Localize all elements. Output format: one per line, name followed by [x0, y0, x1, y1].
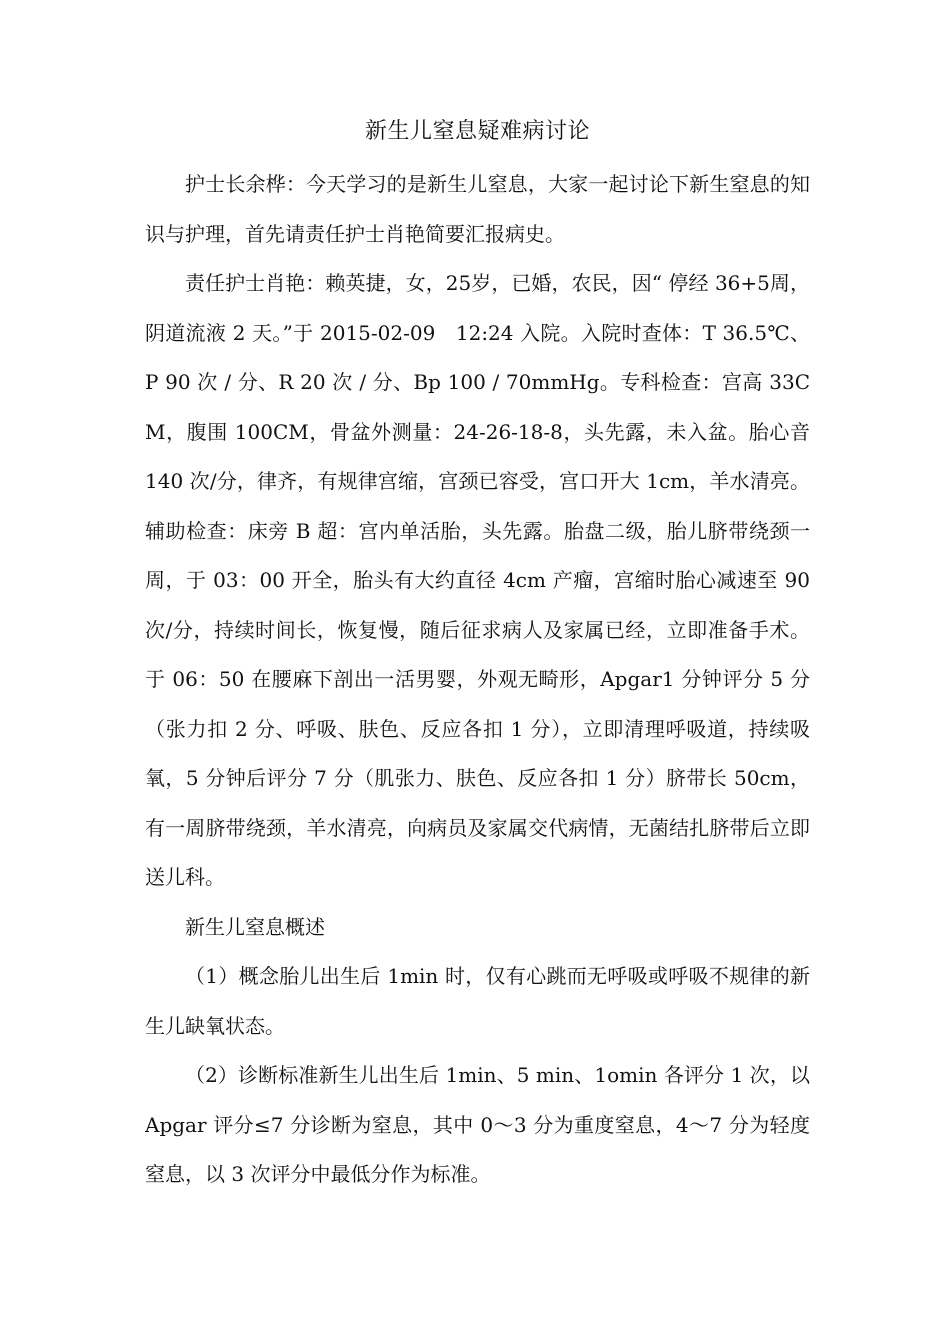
paragraph-diagnosis: （2）诊断标准新生儿出生后 1min、5 min、1omin 各评分 1 次，以 Apgar 评分≤7 分诊断为窒息，其中 0～3 分为重度窒息，4～7 分为轻度窒息，以 3 次评分中最低分作为标准。 [145, 1063, 810, 1186]
paragraph-overview-heading: 新生儿窒息概述 [185, 914, 325, 939]
document-page [145, 112, 810, 1200]
paragraph-case-report: 责任护士肖艳：赖英捷，女，25岁，已婚，农民，因“ 停经 36+5周，阴道流液 2 天。”于 2015-02-09 12:24 入院。入院时查体：T 36.5℃、P 90 次 / 分、R 20 次 / 分、Bp 100 / 70mmHg。专科检查：宫高 33CM，腹围 100CM，骨盆外测量：24-26-18-8，头先露，未入盆。胎心音 140 次/分，律齐，有规律宫缩，宫颈已容受，宫口开大 1cm，羊水清亮。 辅助检查：床旁 B 超：宫内单活胎，头先露。胎盘二级，胎儿脐带绕颈一周，于 03：00 开全，胎头有大约直径 4cm 产瘤，宫缩时胎心减速至 90 次/分，持续时间长，恢复慢，随后征求病人及家属已经，立即准备手术。于 06：50 在腰麻下剖出一活男婴，外观无畸形，Apgar1 分钟评分 5 分（张力扣 2 分、呼吸、肤色、反应各扣 1 分），立即清理呼吸道，持续吸氧，5 分钟后评分 7 分（肌张力、肤色、反应各扣 1 分）脐带长 50cm，有一周脐带绕颈，羊水清亮，向病员及家属交代病情，无菌结扎脐带后立即送儿科。 [145, 271, 810, 889]
paragraph-concept: （1）概念胎儿出生后 1min 时，仅有心跳而无呼吸或呼吸不规律的新生儿缺氧状态。 [145, 964, 810, 1038]
paragraph-intro: 护士长余桦：今天学习的是新生儿窒息，大家一起讨论下新生窒息的知识与护理，首先请责任护士肖艳简要汇报病史。 [145, 172, 810, 246]
document-title: 新生儿窒息疑难病讨论 [364, 119, 590, 144]
